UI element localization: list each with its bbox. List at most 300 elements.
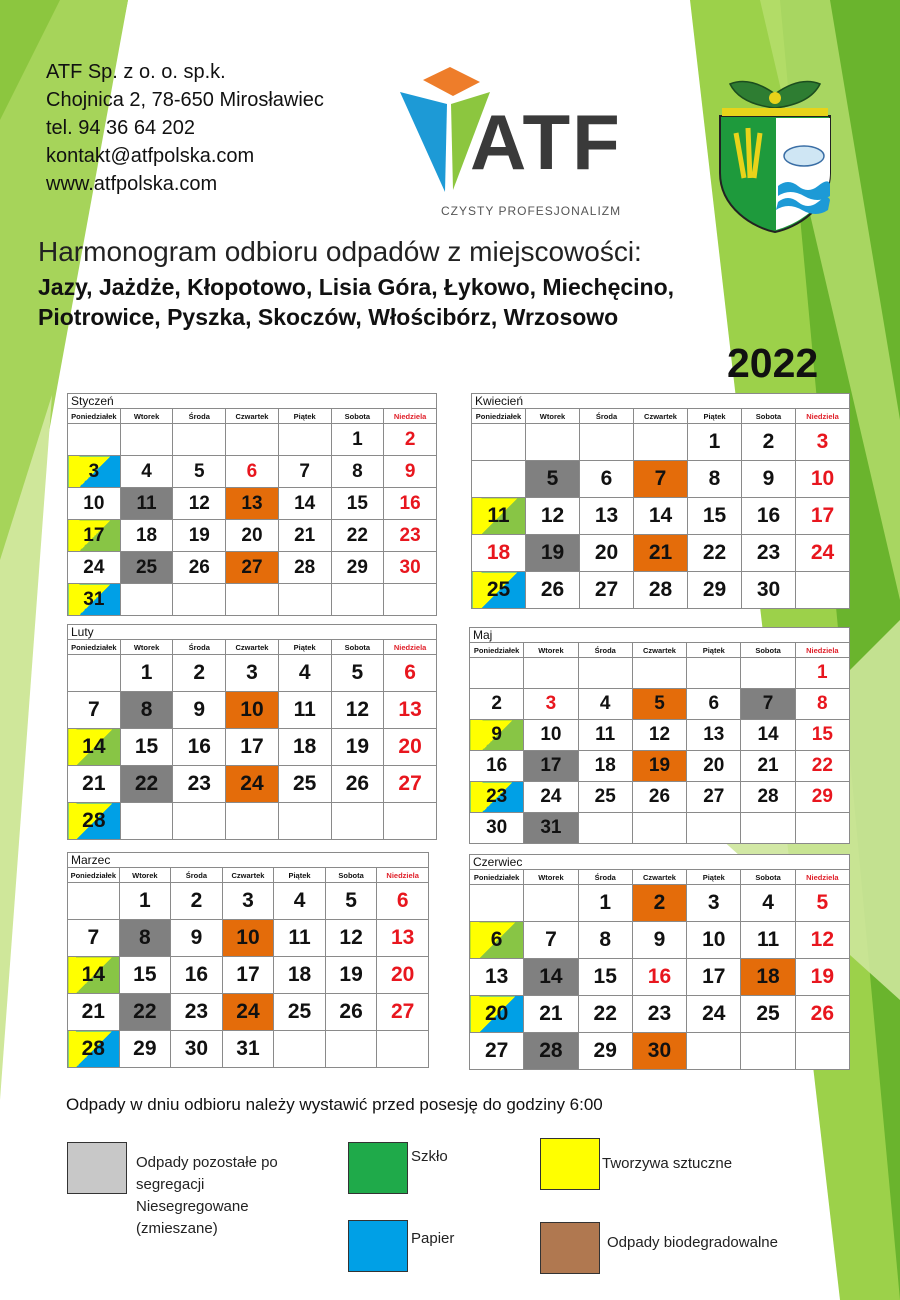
day-cell: 20 <box>377 957 429 994</box>
day-cell: 18 <box>120 520 173 552</box>
day-cell: 21 <box>524 996 578 1033</box>
day-cell: 26 <box>526 572 580 609</box>
month-name: Kwiecień <box>472 394 850 409</box>
empty-cell <box>632 658 686 689</box>
day-cell: 7 <box>68 920 120 957</box>
day-cell: 5 <box>526 461 580 498</box>
day-cell: 22 <box>578 996 632 1033</box>
day-cell: 30 <box>742 572 796 609</box>
empty-cell <box>274 1031 326 1068</box>
day-cell: 4 <box>578 689 632 720</box>
legend-swatch <box>348 1142 408 1194</box>
empty-cell <box>472 424 526 461</box>
weekday-header: Czwartek <box>222 868 274 883</box>
places-list <box>38 272 674 332</box>
weekday-header: Wtorek <box>524 643 578 658</box>
day-cell: 19 <box>173 520 226 552</box>
day-cell: 14 <box>68 957 120 994</box>
day-cell: 15 <box>331 488 384 520</box>
day-cell: 24 <box>222 994 274 1031</box>
day-cell: 18 <box>472 535 526 572</box>
day-cell: 20 <box>687 751 741 782</box>
day-cell: 28 <box>634 572 688 609</box>
weekday-header: Piątek <box>274 868 326 883</box>
calendar-table <box>469 627 850 844</box>
day-cell: 18 <box>741 959 795 996</box>
day-cell: 24 <box>524 782 578 813</box>
empty-cell <box>470 658 524 689</box>
calendar-table <box>67 624 437 840</box>
day-cell: 14 <box>68 729 121 766</box>
month-name: Maj <box>470 628 850 643</box>
weekday-header: Wtorek <box>526 409 580 424</box>
day-cell: 14 <box>524 959 578 996</box>
day-cell: 25 <box>578 782 632 813</box>
day-cell: 6 <box>384 655 437 692</box>
day-cell: 19 <box>331 729 384 766</box>
day-cell: 11 <box>120 488 173 520</box>
day-cell: 11 <box>274 920 326 957</box>
company-website: www.atfpolska.com <box>46 173 218 195</box>
day-cell: 17 <box>226 729 279 766</box>
company-name: ATF Sp. z o. o. sp.k. <box>46 61 226 83</box>
day-cell: 25 <box>274 994 326 1031</box>
legend-label-line: Szkło <box>411 1148 448 1165</box>
weekday-header: Czwartek <box>226 640 279 655</box>
weekday-header: Piątek <box>687 643 741 658</box>
day-cell: 15 <box>120 729 173 766</box>
weekday-header: Sobota <box>331 640 384 655</box>
empty-cell <box>278 584 331 616</box>
calendar-table <box>469 854 850 1070</box>
empty-cell <box>68 655 121 692</box>
day-cell: 21 <box>68 766 121 803</box>
day-cell: 15 <box>578 959 632 996</box>
day-cell: 13 <box>687 720 741 751</box>
day-cell: 19 <box>526 535 580 572</box>
day-cell: 28 <box>68 803 121 840</box>
day-cell: 8 <box>331 456 384 488</box>
day-cell: 31 <box>68 584 121 616</box>
day-cell: 16 <box>384 488 437 520</box>
day-cell: 2 <box>171 883 223 920</box>
day-cell: 17 <box>796 498 850 535</box>
weekday-header: Sobota <box>742 409 796 424</box>
day-cell: 21 <box>278 520 331 552</box>
day-cell: 10 <box>796 461 850 498</box>
day-cell: 8 <box>119 920 171 957</box>
day-cell: 20 <box>226 520 279 552</box>
weekday-header: Środa <box>580 409 634 424</box>
day-cell: 8 <box>688 461 742 498</box>
weekday-header: Środa <box>171 868 223 883</box>
schedule-heading: Harmonogram odbioru odpadów z miejscowości: <box>38 236 642 267</box>
coat-of-arms-icon <box>716 78 834 233</box>
weekday-header: Piątek <box>688 409 742 424</box>
empty-cell <box>278 424 331 456</box>
empty-cell <box>578 813 632 844</box>
empty-cell <box>384 803 437 840</box>
company-email: kontakt@atfpolska.com <box>46 145 255 167</box>
day-cell: 1 <box>578 885 632 922</box>
day-cell: 16 <box>632 959 686 996</box>
day-cell: 14 <box>278 488 331 520</box>
day-cell: 22 <box>331 520 384 552</box>
legend-label <box>602 1153 732 1175</box>
month-name: Luty <box>68 625 437 640</box>
day-cell: 8 <box>578 922 632 959</box>
day-cell: 10 <box>687 922 741 959</box>
day-cell: 29 <box>578 1033 632 1070</box>
day-cell: 23 <box>742 535 796 572</box>
day-cell: 28 <box>741 782 795 813</box>
day-cell: 1 <box>120 655 173 692</box>
calendar-6 <box>469 854 850 1070</box>
weekday-header: Czwartek <box>226 409 279 424</box>
day-cell: 4 <box>120 456 173 488</box>
calendar-3 <box>67 852 429 1068</box>
day-cell: 13 <box>377 920 429 957</box>
day-cell: 28 <box>68 1031 120 1068</box>
empty-cell <box>325 1031 377 1068</box>
day-cell: 30 <box>632 1033 686 1070</box>
day-cell: 9 <box>742 461 796 498</box>
day-cell: 23 <box>470 782 524 813</box>
empty-cell <box>741 658 795 689</box>
empty-cell <box>278 803 331 840</box>
legend-swatch <box>540 1138 600 1190</box>
day-cell: 26 <box>795 996 849 1033</box>
schedule-year: 2022 <box>727 340 819 386</box>
day-cell: 24 <box>68 552 121 584</box>
empty-cell <box>68 424 121 456</box>
day-cell: 8 <box>795 689 849 720</box>
empty-cell <box>741 813 795 844</box>
day-cell: 7 <box>68 692 121 729</box>
day-cell: 20 <box>384 729 437 766</box>
day-cell: 21 <box>68 994 120 1031</box>
day-cell: 30 <box>384 552 437 584</box>
day-cell: 26 <box>325 994 377 1031</box>
day-cell: 10 <box>226 692 279 729</box>
legend-label-line: segregacji <box>136 1176 205 1193</box>
day-cell: 12 <box>331 692 384 729</box>
day-cell: 3 <box>226 655 279 692</box>
day-cell: 20 <box>580 535 634 572</box>
day-cell: 29 <box>331 552 384 584</box>
legend-label-line: (zmieszane) <box>136 1220 218 1237</box>
empty-cell <box>384 584 437 616</box>
day-cell: 27 <box>226 552 279 584</box>
day-cell: 4 <box>274 883 326 920</box>
empty-cell <box>796 572 850 609</box>
day-cell: 23 <box>384 520 437 552</box>
places-line-2: Piotrowice, Pyszka, Skoczów, Włościbórz, Wrzosowo <box>38 304 619 330</box>
empty-cell <box>741 1033 795 1070</box>
weekday-header: Poniedziałek <box>68 868 120 883</box>
legend-label-line: Odpady biodegradowalne <box>607 1234 778 1251</box>
weekday-header: Poniedziałek <box>68 409 121 424</box>
day-cell: 22 <box>795 751 849 782</box>
day-cell: 3 <box>222 883 274 920</box>
logo-tagline: CZYSTY PROFESJONALIZM <box>441 204 622 218</box>
day-cell: 26 <box>331 766 384 803</box>
weekday-header: Poniedziałek <box>68 640 121 655</box>
legend-label <box>136 1152 278 1240</box>
weekday-header: Sobota <box>325 868 377 883</box>
day-cell: 18 <box>274 957 326 994</box>
empty-cell <box>377 1031 429 1068</box>
day-cell: 17 <box>222 957 274 994</box>
day-cell: 3 <box>687 885 741 922</box>
pickup-note: Odpady w dniu odbioru należy wystawić przed posesję do godziny 6:00 <box>66 1095 603 1114</box>
legend-label <box>411 1228 454 1250</box>
day-cell: 5 <box>325 883 377 920</box>
empty-cell <box>632 813 686 844</box>
empty-cell <box>470 885 524 922</box>
weekday-header: Środa <box>578 643 632 658</box>
empty-cell <box>795 813 849 844</box>
empty-cell <box>173 584 226 616</box>
day-cell: 16 <box>742 498 796 535</box>
calendar-table <box>67 852 429 1068</box>
day-cell: 2 <box>173 655 226 692</box>
day-cell: 17 <box>68 520 121 552</box>
day-cell: 29 <box>119 1031 171 1068</box>
logo-text: ATF <box>470 98 622 186</box>
day-cell: 15 <box>119 957 171 994</box>
day-cell: 5 <box>331 655 384 692</box>
calendar-4 <box>471 393 850 609</box>
day-cell: 2 <box>742 424 796 461</box>
day-cell: 23 <box>632 996 686 1033</box>
legend-label-line: Niesegregowane <box>136 1198 249 1215</box>
day-cell: 13 <box>226 488 279 520</box>
day-cell: 11 <box>278 692 331 729</box>
empty-cell <box>173 803 226 840</box>
weekday-header: Niedziela <box>377 868 429 883</box>
company-address: Chojnica 2, 78-650 Mirosławiec <box>46 89 324 111</box>
empty-cell <box>524 658 578 689</box>
day-cell: 12 <box>795 922 849 959</box>
legend-label <box>411 1146 448 1168</box>
day-cell: 21 <box>634 535 688 572</box>
day-cell: 15 <box>795 720 849 751</box>
day-cell: 27 <box>377 994 429 1031</box>
day-cell: 14 <box>741 720 795 751</box>
day-cell: 16 <box>173 729 226 766</box>
empty-cell <box>524 885 578 922</box>
legend-label-line: Papier <box>411 1230 455 1247</box>
empty-cell <box>226 584 279 616</box>
day-cell: 19 <box>632 751 686 782</box>
day-cell: 24 <box>226 766 279 803</box>
weekday-header: Czwartek <box>634 409 688 424</box>
day-cell: 3 <box>796 424 850 461</box>
day-cell: 25 <box>741 996 795 1033</box>
day-cell: 9 <box>384 456 437 488</box>
weekday-header: Czwartek <box>632 643 686 658</box>
day-cell: 22 <box>119 994 171 1031</box>
empty-cell <box>472 461 526 498</box>
empty-cell <box>331 803 384 840</box>
day-cell: 23 <box>173 766 226 803</box>
day-cell: 30 <box>470 813 524 844</box>
calendar-2 <box>67 624 437 840</box>
weekday-header: Poniedziałek <box>472 409 526 424</box>
day-cell: 6 <box>687 689 741 720</box>
day-cell: 1 <box>688 424 742 461</box>
weekday-header: Sobota <box>741 870 795 885</box>
weekday-header: Niedziela <box>384 640 437 655</box>
day-cell: 11 <box>741 922 795 959</box>
atf-logo <box>395 62 645 222</box>
day-cell: 10 <box>68 488 121 520</box>
day-cell: 31 <box>524 813 578 844</box>
calendar-5 <box>469 627 850 844</box>
weekday-header: Środa <box>173 640 226 655</box>
day-cell: 23 <box>171 994 223 1031</box>
day-cell: 27 <box>580 572 634 609</box>
weekday-header: Poniedziałek <box>470 643 524 658</box>
day-cell: 12 <box>325 920 377 957</box>
day-cell: 19 <box>325 957 377 994</box>
day-cell: 22 <box>120 766 173 803</box>
day-cell: 24 <box>796 535 850 572</box>
day-cell: 1 <box>795 658 849 689</box>
empty-cell <box>226 803 279 840</box>
empty-cell <box>795 1033 849 1070</box>
day-cell: 6 <box>377 883 429 920</box>
day-cell: 13 <box>384 692 437 729</box>
day-cell: 5 <box>173 456 226 488</box>
weekday-header: Wtorek <box>120 640 173 655</box>
empty-cell <box>226 424 279 456</box>
day-cell: 8 <box>120 692 173 729</box>
day-cell: 7 <box>741 689 795 720</box>
day-cell: 16 <box>470 751 524 782</box>
day-cell: 9 <box>470 720 524 751</box>
places-line-1: Jazy, Jażdże, Kłopotowo, Lisia Góra, Łykowo, Miechęcino, <box>38 274 675 300</box>
day-cell: 29 <box>688 572 742 609</box>
day-cell: 7 <box>278 456 331 488</box>
weekday-header: Środa <box>578 870 632 885</box>
weekday-header: Sobota <box>331 409 384 424</box>
day-cell: 27 <box>470 1033 524 1070</box>
weekday-header: Niedziela <box>384 409 437 424</box>
day-cell: 27 <box>384 766 437 803</box>
day-cell: 14 <box>634 498 688 535</box>
empty-cell <box>634 424 688 461</box>
day-cell: 2 <box>470 689 524 720</box>
weekday-header: Wtorek <box>119 868 171 883</box>
company-phone: tel. 94 36 64 202 <box>46 117 196 139</box>
weekday-header: Czwartek <box>632 870 686 885</box>
weekday-header: Niedziela <box>795 870 849 885</box>
empty-cell <box>687 813 741 844</box>
day-cell: 30 <box>171 1031 223 1068</box>
legend-label <box>607 1232 778 1254</box>
day-cell: 4 <box>278 655 331 692</box>
day-cell: 12 <box>632 720 686 751</box>
empty-cell <box>120 424 173 456</box>
legend-label-line: Tworzywa sztuczne <box>602 1155 733 1172</box>
weekday-header: Niedziela <box>796 409 850 424</box>
day-cell: 18 <box>578 751 632 782</box>
day-cell: 13 <box>580 498 634 535</box>
day-cell: 19 <box>795 959 849 996</box>
day-cell: 28 <box>278 552 331 584</box>
calendar-1 <box>67 393 437 616</box>
empty-cell <box>578 658 632 689</box>
day-cell: 3 <box>68 456 121 488</box>
day-cell: 25 <box>278 766 331 803</box>
day-cell: 25 <box>472 572 526 609</box>
legend-swatch <box>540 1222 600 1274</box>
empty-cell <box>687 658 741 689</box>
weekday-header: Wtorek <box>524 870 578 885</box>
legend-swatch <box>348 1220 408 1272</box>
day-cell: 5 <box>795 885 849 922</box>
empty-cell <box>687 1033 741 1070</box>
calendar-table <box>471 393 850 609</box>
day-cell: 11 <box>578 720 632 751</box>
day-cell: 12 <box>173 488 226 520</box>
day-cell: 24 <box>687 996 741 1033</box>
day-cell: 9 <box>632 922 686 959</box>
day-cell: 5 <box>632 689 686 720</box>
day-cell: 7 <box>634 461 688 498</box>
month-name: Styczeń <box>68 394 437 409</box>
day-cell: 28 <box>524 1033 578 1070</box>
empty-cell <box>331 584 384 616</box>
month-name: Marzec <box>68 853 429 868</box>
day-cell: 9 <box>171 920 223 957</box>
day-cell: 17 <box>524 751 578 782</box>
day-cell: 11 <box>472 498 526 535</box>
empty-cell <box>120 584 173 616</box>
day-cell: 12 <box>526 498 580 535</box>
weekday-header: Poniedziałek <box>470 870 524 885</box>
day-cell: 26 <box>173 552 226 584</box>
day-cell: 25 <box>120 552 173 584</box>
legend-swatch <box>67 1142 127 1194</box>
empty-cell <box>68 883 120 920</box>
day-cell: 6 <box>226 456 279 488</box>
weekday-header: Środa <box>173 409 226 424</box>
weekday-header: Piątek <box>278 640 331 655</box>
day-cell: 10 <box>524 720 578 751</box>
day-cell: 3 <box>524 689 578 720</box>
day-cell: 31 <box>222 1031 274 1068</box>
weekday-header: Wtorek <box>120 409 173 424</box>
legend-label-line: Odpady pozostałe po <box>136 1154 278 1171</box>
empty-cell <box>580 424 634 461</box>
day-cell: 26 <box>632 782 686 813</box>
empty-cell <box>120 803 173 840</box>
day-cell: 22 <box>688 535 742 572</box>
day-cell: 7 <box>524 922 578 959</box>
weekday-header: Piątek <box>278 409 331 424</box>
empty-cell <box>526 424 580 461</box>
empty-cell <box>173 424 226 456</box>
day-cell: 29 <box>795 782 849 813</box>
day-cell: 4 <box>741 885 795 922</box>
day-cell: 27 <box>687 782 741 813</box>
month-name: Czerwiec <box>470 855 850 870</box>
day-cell: 10 <box>222 920 274 957</box>
weekday-header: Piątek <box>687 870 741 885</box>
